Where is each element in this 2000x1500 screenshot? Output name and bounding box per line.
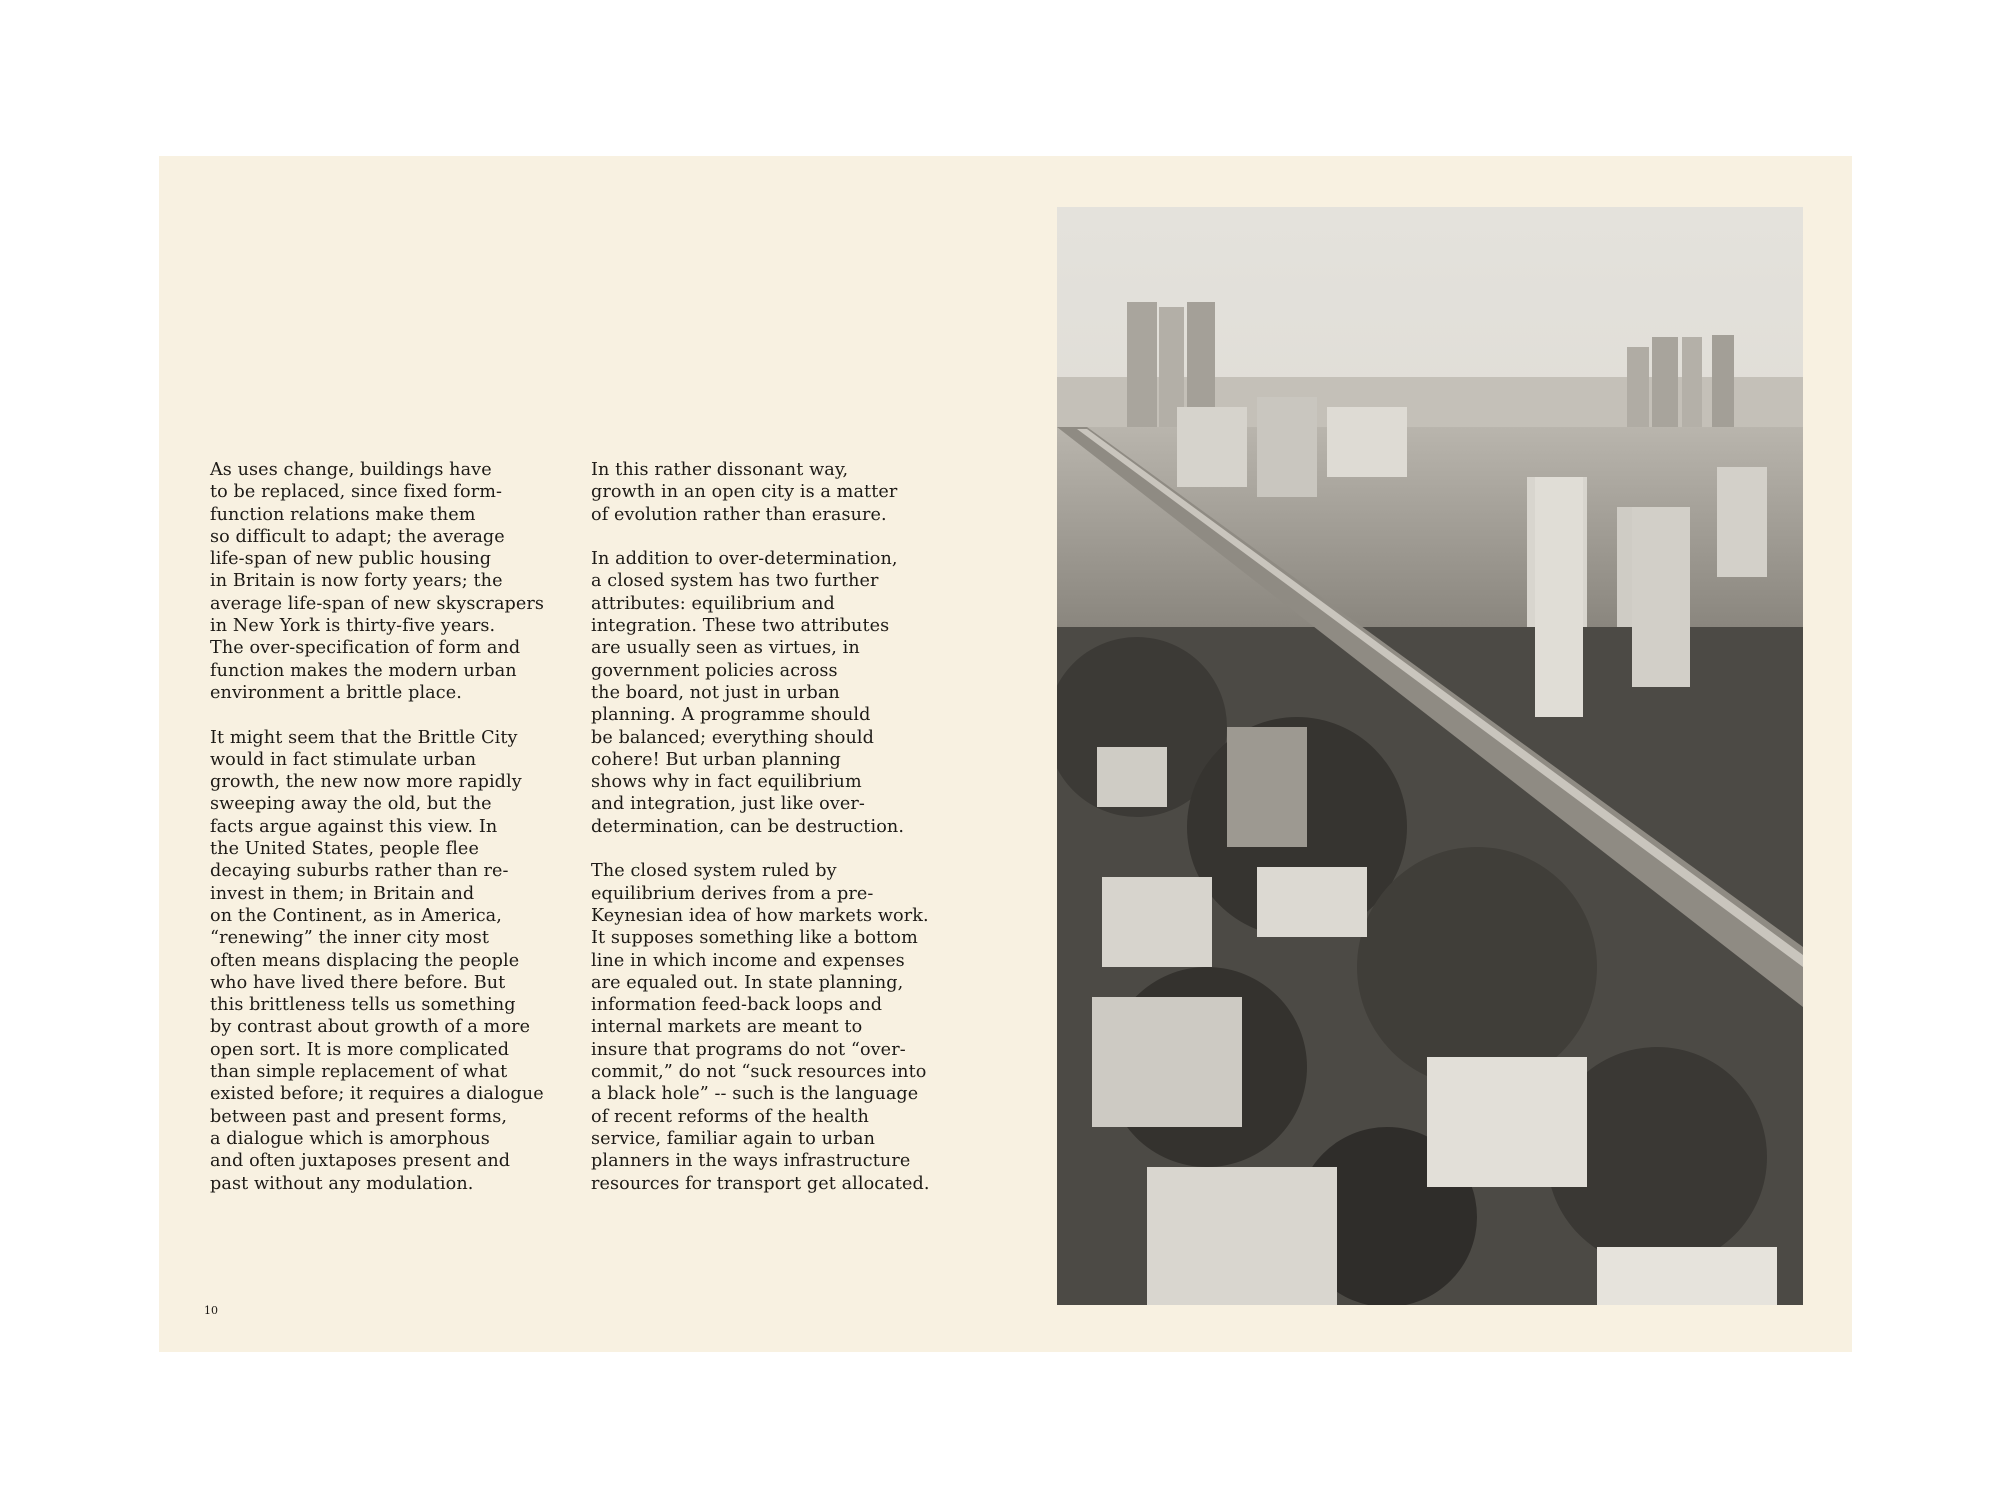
text-line: the United States, people flee (210, 839, 479, 860)
text-line: planners in the ways infrastructure (591, 1151, 911, 1172)
text-line: environment a brittle place. (210, 682, 462, 703)
text-line: often means displacing the people (210, 950, 520, 971)
text-line: decaying suburbs rather than re- (210, 861, 509, 882)
text-line: In addition to over-determination, (591, 549, 898, 570)
text-line: a dialogue which is amorphous (210, 1128, 490, 1149)
text-line: sweeping away the old, but the (210, 794, 492, 815)
text-line: The over-specification of form and (210, 638, 521, 659)
text-line: and often juxtaposes present and (210, 1151, 511, 1172)
text-line: a closed system has two further (591, 571, 879, 592)
right-paragraph (591, 860, 966, 1194)
text-line: function makes the modern urban (210, 660, 517, 681)
text-line: and integration, just like over- (591, 794, 865, 815)
text-line: between past and present forms, (210, 1106, 508, 1127)
text-line: function relations make them (210, 504, 476, 525)
text-line: planning. A programme should (591, 705, 871, 726)
text-line: invest in them; in Britain and (210, 883, 475, 904)
text-line: It supposes something like a bottom (591, 928, 918, 949)
text-line: to be replaced, since fixed form- (210, 482, 503, 503)
text-line: so difficult to adapt; the average (210, 526, 505, 547)
right-paragraph (591, 459, 966, 526)
text-line: government policies across (591, 660, 838, 681)
text-line: life-span of new public housing (210, 549, 492, 570)
text-line: growth, the new now more rapidly (210, 772, 522, 793)
city-aerial-photo (1057, 207, 1803, 1305)
text-line: by contrast about growth of a more (210, 1017, 531, 1038)
text-line: attributes: equilibrium and (591, 593, 835, 614)
text-column-right (591, 459, 966, 1217)
text-line: this brittleness tells us something (210, 995, 516, 1016)
text-line: who have lived there before. But (210, 972, 506, 993)
text-line: The closed system ruled by (591, 861, 837, 882)
text-line: It might seem that the Brittle City (210, 727, 518, 748)
text-line: on the Continent, as in America, (210, 905, 502, 926)
text-line: the board, not just in urban (591, 682, 840, 703)
text-line: cohere! But urban planning (591, 749, 841, 770)
text-line: a black hole” -- such is the language (591, 1084, 919, 1105)
text-line: be balanced; everything should (591, 727, 875, 748)
text-line: facts argue against this view. In (210, 816, 498, 837)
text-line: equilibrium derives from a pre- (591, 883, 874, 904)
text-line: existed before; it requires a dialogue (210, 1084, 544, 1105)
text-line: past without any modulation. (210, 1173, 474, 1194)
right-paragraph (591, 548, 966, 838)
page-number: 10 (204, 1304, 218, 1317)
text-line: in Britain is now forty years; the (210, 571, 503, 592)
left-paragraph (210, 727, 570, 1195)
text-line: information feed-back loops and (591, 995, 883, 1016)
text-line: open sort. It is more complicated (210, 1039, 510, 1060)
text-line: are equaled out. In state planning, (591, 972, 904, 993)
text-line: growth in an open city is a matter (591, 482, 898, 503)
text-line: service, familiar again to urban (591, 1128, 875, 1149)
text-line: commit,” do not “suck resources into (591, 1062, 927, 1083)
text-line: average life-span of new skyscrapers (210, 593, 545, 614)
text-line: line in which income and expenses (591, 950, 905, 971)
text-line: As uses change, buildings have (210, 460, 492, 480)
text-line: shows why in fact equilibrium (591, 772, 862, 793)
text-line: determination, can be destruction. (591, 816, 905, 837)
text-column-left (210, 459, 570, 1217)
left-paragraph (210, 459, 570, 704)
text-line: of evolution rather than erasure. (591, 504, 887, 525)
text-line: resources for transport get allocated. (591, 1173, 930, 1194)
text-line: than simple replacement of what (210, 1062, 508, 1083)
text-line: internal markets are meant to (591, 1017, 863, 1038)
text-line: insure that programs do not “over- (591, 1039, 906, 1060)
text-line: Keynesian idea of how markets work. (591, 905, 929, 926)
text-line: in New York is thirty-five years. (210, 616, 496, 637)
text-line: would in fact stimulate urban (210, 749, 477, 770)
text-line: integration. These two attributes (591, 616, 890, 637)
text-line: are usually seen as virtues, in (591, 638, 860, 659)
text-line: “renewing” the inner city most (210, 928, 489, 949)
text-line: In this rather dissonant way, (591, 460, 849, 480)
text-line: of recent reforms of the health (591, 1106, 869, 1127)
